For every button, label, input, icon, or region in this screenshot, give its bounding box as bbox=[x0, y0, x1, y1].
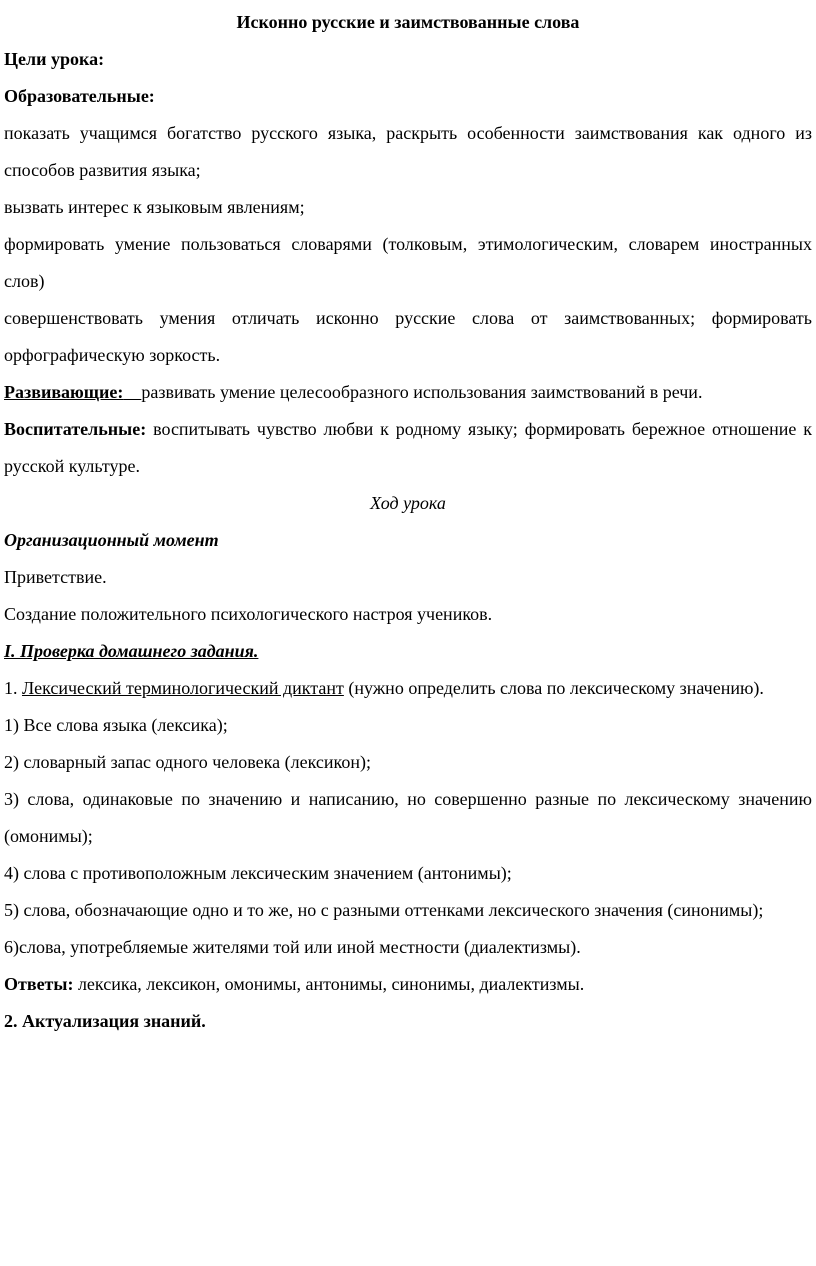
goal-1-label: Образовательные: bbox=[4, 86, 155, 106]
goal-3-label: Воспитательные: bbox=[4, 419, 147, 439]
bullet-item bbox=[4, 300, 812, 374]
goal-2-text: развивать умение целесообразного использования заимствований в речи. bbox=[141, 382, 703, 402]
bullet-item bbox=[4, 115, 812, 189]
answers-text: лексика, лексикон, омонимы, антонимы, синонимы, диалектизмы. bbox=[73, 974, 585, 994]
dictation-item: 6)слова, употребляемые жителями той или иной местности (диалектизмы). bbox=[4, 937, 581, 957]
dictation-rest: (нужно определить слова по лексическому значению). bbox=[343, 678, 764, 698]
homework-heading: I. Проверка домашнего задания. bbox=[4, 641, 259, 661]
goal-item-2 bbox=[4, 374, 812, 411]
bullet-item bbox=[4, 226, 812, 300]
goal-item-1 bbox=[4, 78, 812, 115]
bullet-item bbox=[4, 189, 812, 226]
document-title: Исконно русские и заимствованные слова bbox=[236, 12, 580, 32]
goal-2-label: Развивающие: bbox=[4, 382, 124, 402]
dictation-item: 1) Все слова языка (лексика); bbox=[4, 715, 228, 735]
dictation-item: 3) слова, одинаковые по значению и написанию, но совершенно разные по лексическому значению (омонимы); bbox=[4, 789, 812, 846]
actualization-heading: 2. Актуализация знаний. bbox=[4, 1011, 206, 1031]
dictation-paragraph bbox=[4, 670, 812, 707]
org-moment-heading: Организационный момент bbox=[4, 530, 219, 550]
dictation-item: 4) слова с противоположным лексическим значением (антонимы); bbox=[4, 863, 512, 883]
mood-line: Создание положительного психологического настроя учеников. bbox=[4, 604, 493, 624]
bullet-text: совершенствовать умения отличать исконно русские слова от заимствованных; формировать орфографическую зоркость. bbox=[4, 308, 812, 365]
bullet-text: вызвать интерес к языковым явлениям; bbox=[4, 197, 305, 217]
goals-heading: Цели урока: bbox=[4, 49, 105, 69]
goal-2-underline-gap bbox=[123, 382, 141, 402]
goal-item-3 bbox=[4, 411, 812, 485]
bullet-text: показать учащимся богатство русского языка, раскрыть особенности заимствования как одного из способов развития языка; bbox=[4, 123, 812, 180]
answers-label: Ответы: bbox=[4, 974, 74, 994]
goal-3-text: воспитывать чувство любви к родному языку; формировать бережное отношение к русской культуре. bbox=[4, 419, 812, 476]
dictation-title: Лексический терминологический диктант bbox=[22, 678, 344, 698]
course-heading: Ход урока bbox=[370, 493, 446, 513]
dictation-item: 2) словарный запас одного человека (лексикон); bbox=[4, 752, 371, 772]
dictation-number: 1. bbox=[4, 678, 22, 698]
dictation-item: 5) слова, обозначающие одно и то же, но с разными оттенками лексического значения (синонимы); bbox=[4, 900, 764, 920]
answers-line bbox=[4, 966, 812, 1003]
greeting-line: Приветствие. bbox=[4, 567, 107, 587]
bullet-text: формировать умение пользоваться словарями (толковым, этимологическим, словарем иностранных слов) bbox=[4, 234, 812, 291]
